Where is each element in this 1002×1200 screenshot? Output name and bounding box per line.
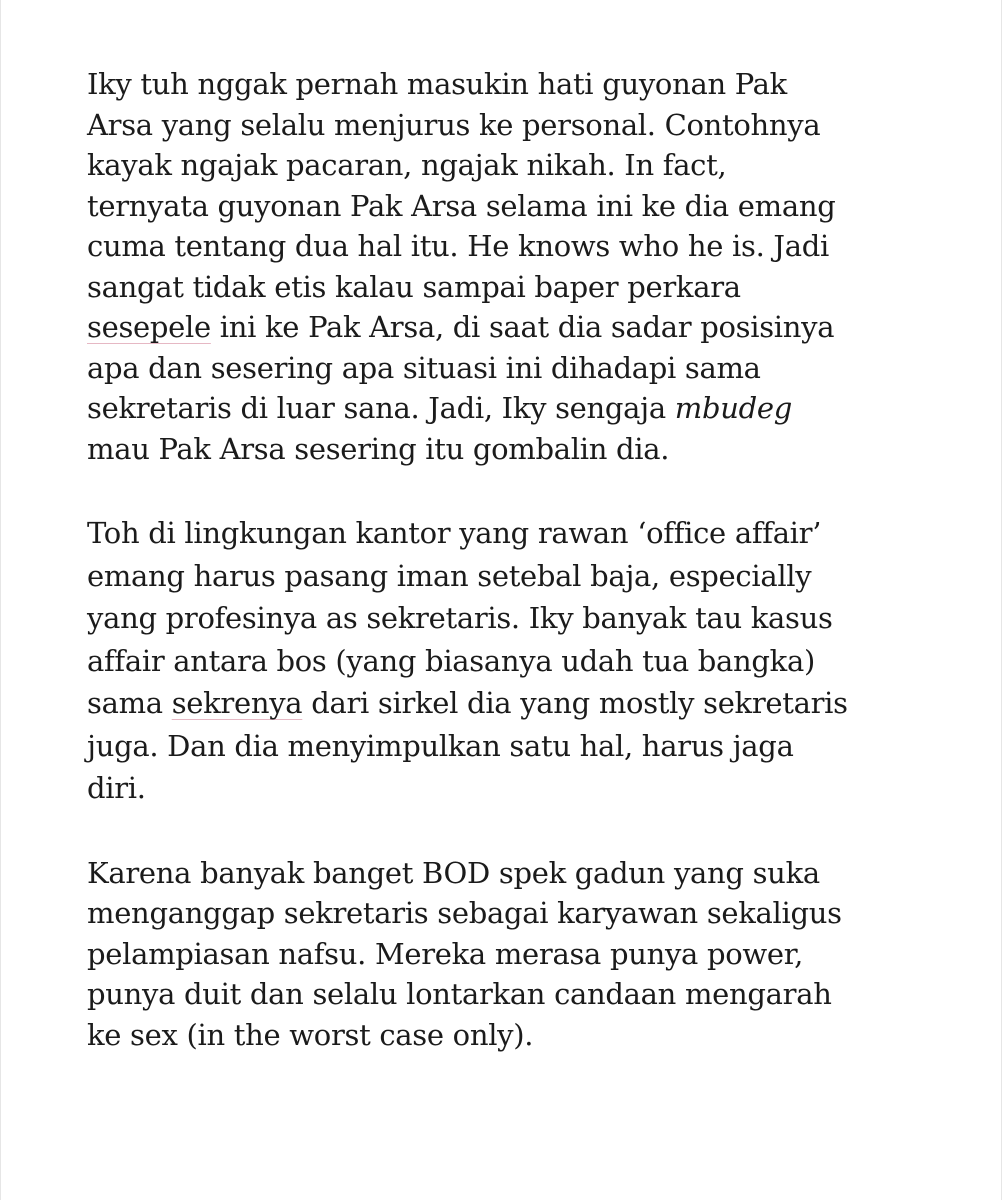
text-line: mau Pak Arsa sesering itu gombalin dia. xyxy=(87,431,670,466)
text-line: kayak ngajak pacaran, ngajak nikah. In fact, xyxy=(87,148,727,182)
text-line: sangat tidak etis kalau sampai baper perkara xyxy=(87,269,741,304)
text-line xyxy=(87,388,927,429)
paragraph-2 xyxy=(87,512,927,810)
text-line: diri. xyxy=(87,771,146,805)
text-line: emang harus pasang iman setebal baja, especially xyxy=(87,558,812,593)
spellcheck-underlined-word[interactable]: sesepele xyxy=(87,310,211,344)
text-run: ini ke Pak Arsa, di saat dia sadar posisinya xyxy=(210,310,835,344)
text-line: Iky tuh nggak pernah masukin hati guyonan Pak xyxy=(87,67,787,101)
text-line: apa dan sesering apa situasi ini dihadapi sama xyxy=(87,350,761,385)
paragraph-3 xyxy=(87,853,927,1056)
text-run: sama xyxy=(87,686,172,720)
document-body xyxy=(87,64,927,1055)
text-run: sekretaris di luar sana. Jadi, Iky sengaja xyxy=(87,391,675,425)
text-line: ternyata guyonan Pak Arsa selama ini ke dia emang xyxy=(87,188,836,223)
text-line: pelampiasan nafsu. Mereka merasa punya power, xyxy=(87,936,804,971)
paragraph-1 xyxy=(87,64,927,469)
text-line: punya duit dan selalu lontarkan candaan mengarah xyxy=(87,977,832,1011)
text-line xyxy=(87,307,927,348)
text-line: Karena banyak banget BOD spek gadun yang suka xyxy=(87,855,820,890)
text-line: Arsa yang selalu menjurus ke personal. Contohnya xyxy=(87,107,821,142)
text-line xyxy=(87,682,927,725)
text-line: menganggap sekretaris sebagai karyawan sekaligus xyxy=(87,896,842,930)
text-line: affair antara bos (yang biasanya udah tua bangka) xyxy=(87,643,815,678)
text-line: cuma tentang dua hal itu. He knows who he is. Jadi xyxy=(87,229,829,263)
text-run: dari sirkel dia yang mostly sekretaris xyxy=(302,686,848,720)
text-line: juga. Dan dia menyimpulkan satu hal, harus jaga xyxy=(87,728,794,763)
italic-word: mbudeg xyxy=(674,391,793,425)
text-line: yang profesinya as sekretaris. Iky banyak tau kasus xyxy=(87,601,833,635)
spellcheck-underlined-word[interactable]: sekrenya xyxy=(171,686,303,720)
text-line: ke sex (in the worst case only). xyxy=(87,1017,534,1052)
text-line: Toh di lingkungan kantor yang rawan ‘office affair’ xyxy=(87,516,822,550)
